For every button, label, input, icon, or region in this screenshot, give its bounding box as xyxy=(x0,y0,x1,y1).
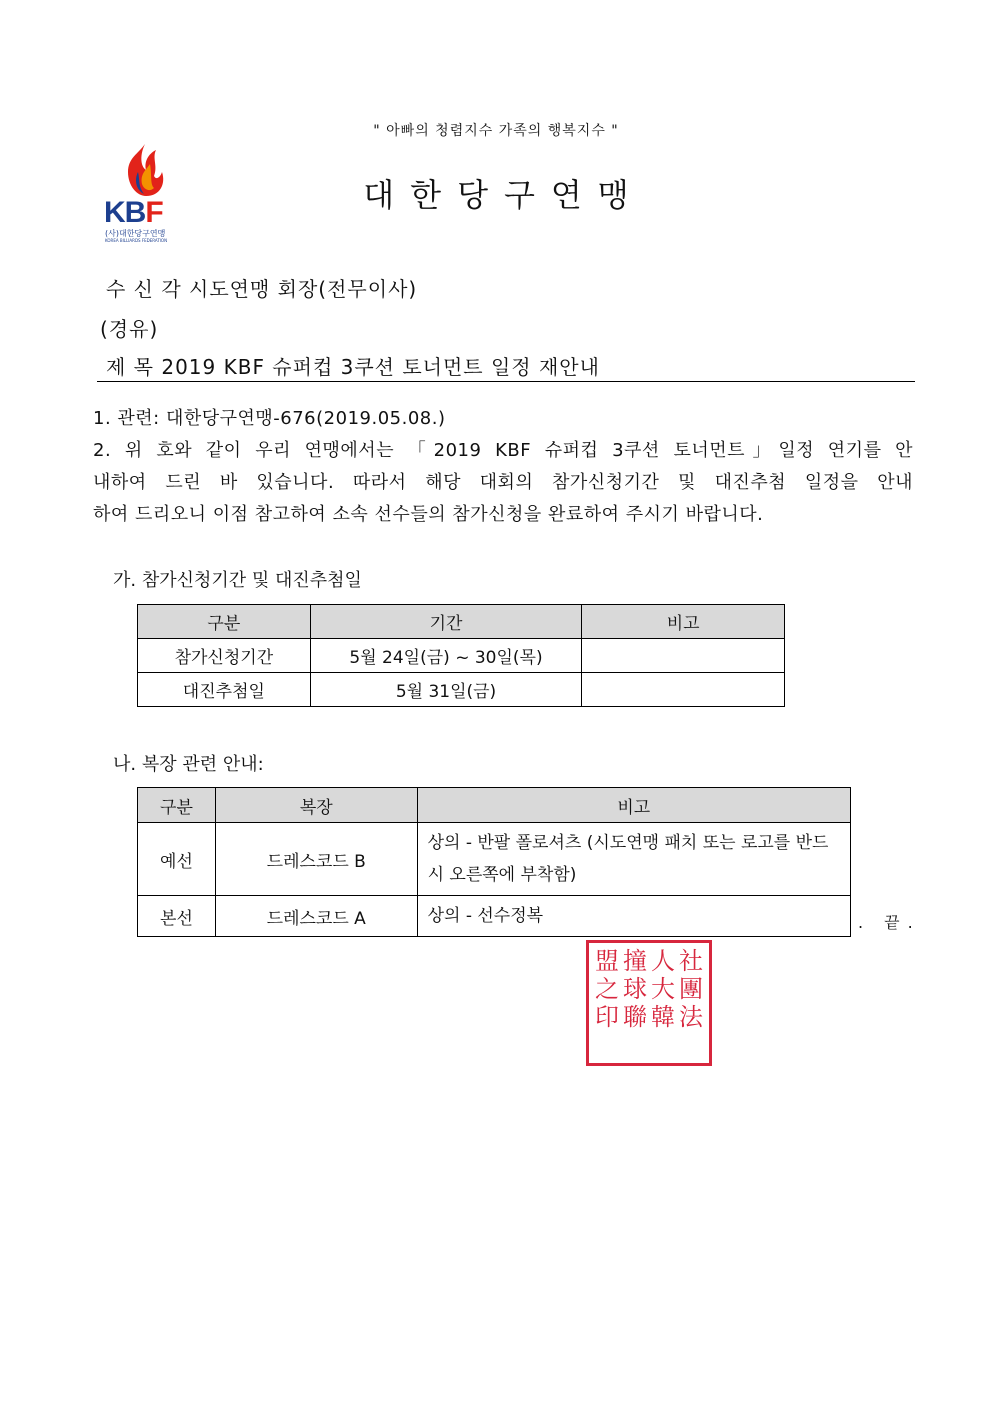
header-cell: 비고 xyxy=(582,605,785,639)
table-row xyxy=(138,823,851,896)
seal-character: 盟 xyxy=(595,947,619,975)
seal-character: 團 xyxy=(679,975,703,1003)
table-cell: 5월 24일(금) ~ 30일(목) xyxy=(310,639,582,673)
table-cell xyxy=(582,639,785,673)
table-cell: 참가신청기간 xyxy=(138,639,311,673)
seal-character: 聯 xyxy=(623,1003,647,1031)
logo-korean-text: (사)대한당구연맹 xyxy=(105,229,166,238)
header-cell: 기간 xyxy=(310,605,582,639)
dress-code-table xyxy=(137,787,851,937)
header-cell: 구분 xyxy=(138,788,216,823)
table-cell: 대진추첨일 xyxy=(138,673,311,707)
motto: " 아빠의 청렴지수 가족의 행복지수 " xyxy=(373,123,619,139)
seal-character: 之 xyxy=(595,975,619,1003)
logo-english-text: KOREA BILLIARDS FEDERATION xyxy=(105,238,168,243)
seal-character: 人 xyxy=(651,947,675,975)
table-cell: 상의 - 반팔 폴로셔츠 (시도연맹 패치 또는 로고를 반드시 오른쪽에 부착함) xyxy=(417,823,850,896)
table-row xyxy=(138,639,785,673)
seal-character xyxy=(677,1031,705,1059)
recipient-line: 수 신 각 시도연맹 회장(전무이사) xyxy=(106,277,418,301)
section-b-title: 나. 복장 관련 안내: xyxy=(113,754,264,775)
table-cell: 드레스코드 B xyxy=(215,823,417,896)
schedule-table xyxy=(137,604,785,707)
seal-character: 印 xyxy=(595,1003,619,1031)
via-line: (경유) xyxy=(100,317,159,341)
table-cell xyxy=(582,673,785,707)
table-row xyxy=(138,896,851,937)
closing-mark: . 끝. xyxy=(858,913,921,932)
body-line-2: 내하여 드린 바 있습니다. 따라서 해당 대회의 참가신청기간 및 대진추첨 일정을 안내 xyxy=(93,472,913,493)
seal-character: 撞 xyxy=(623,947,647,975)
seal-character: 大 xyxy=(651,975,675,1003)
seal-character xyxy=(593,1031,621,1059)
seal-character xyxy=(649,1031,677,1059)
seal-character: 球 xyxy=(623,975,647,1003)
seal-characters xyxy=(593,947,705,1059)
table-row xyxy=(138,673,785,707)
table-header-row xyxy=(138,605,785,639)
header-cell: 복장 xyxy=(215,788,417,823)
table-cell: 5월 31일(금) xyxy=(310,673,582,707)
seal-character: 社 xyxy=(679,947,703,975)
table-cell: 드레스코드 A xyxy=(215,896,417,937)
body-line-1: 2. 위 호와 같이 우리 연맹에서는 「2019 KBF 슈퍼컵 3쿠션 토너먼트」일정 연기를 안 xyxy=(93,440,913,461)
table-header-row xyxy=(138,788,851,823)
section-a-title: 가. 참가신청기간 및 대진추첨일 xyxy=(113,570,362,591)
subject-line: 제 목 2019 KBF 슈퍼컵 3쿠션 토너먼트 일정 재안내 xyxy=(106,355,600,379)
header-divider xyxy=(97,381,915,382)
logo-kbf-text: KBF xyxy=(104,196,163,229)
organization-title: 대한당구연맹 xyxy=(363,176,645,214)
table-cell: 상의 - 선수정복 xyxy=(417,896,850,937)
table-cell: 예선 xyxy=(138,823,216,896)
seal-character: 韓 xyxy=(651,1003,675,1031)
official-seal xyxy=(586,940,712,1066)
seal-character: 法 xyxy=(679,1003,703,1031)
related-item: 1. 관련: 대한당구연맹-676(2019.05.08.) xyxy=(93,408,446,429)
header-cell: 비고 xyxy=(417,788,850,823)
body-line-3: 하여 드리오니 이점 참고하여 소속 선수들의 참가신청을 완료하여 주시기 바랍니다. xyxy=(93,504,764,525)
header-cell: 구분 xyxy=(138,605,311,639)
table-cell: 본선 xyxy=(138,896,216,937)
seal-character xyxy=(621,1031,649,1059)
